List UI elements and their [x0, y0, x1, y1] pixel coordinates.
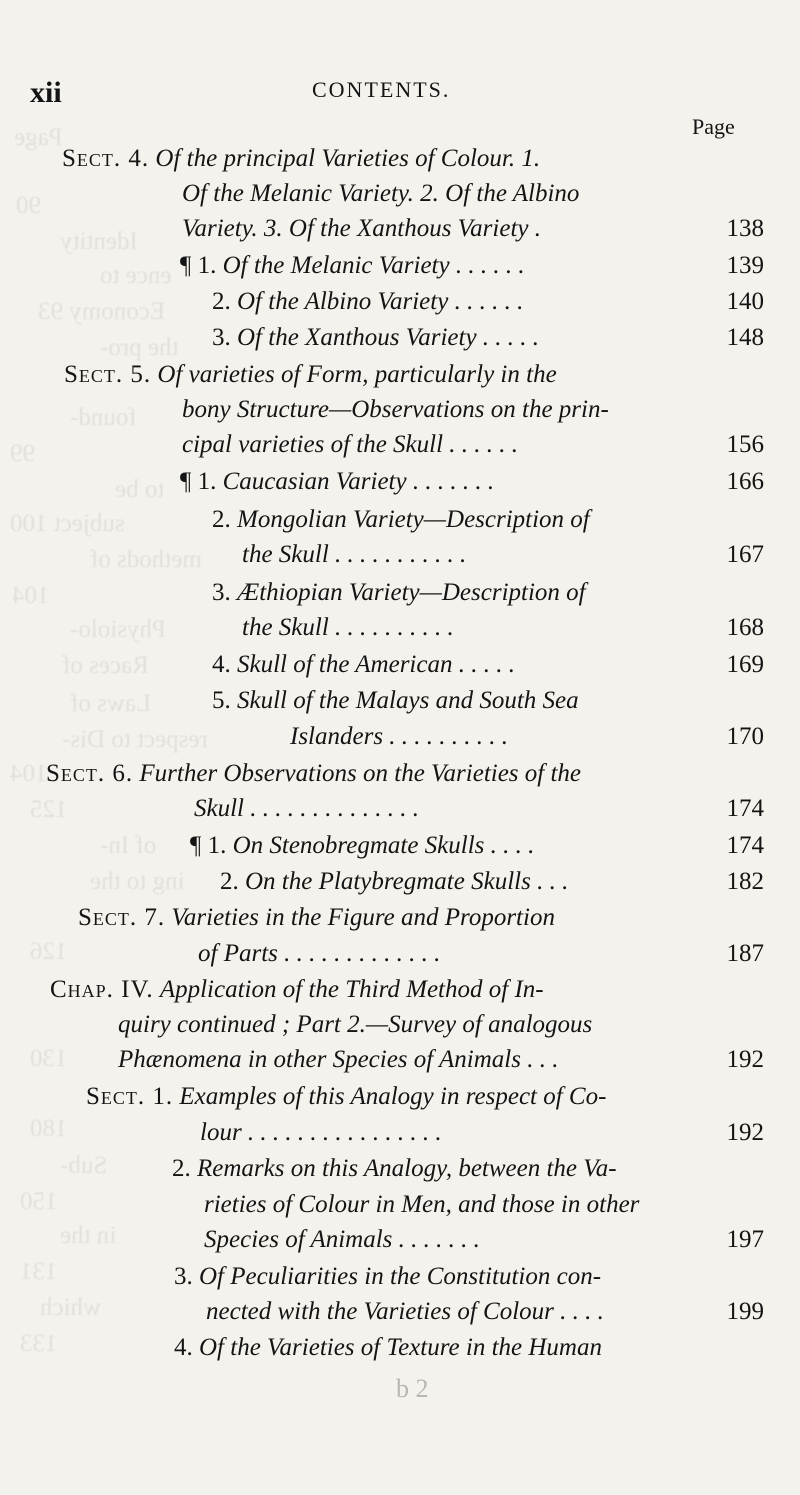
entry-text: Of Peculiarities in the Constitution con-	[199, 1263, 602, 1290]
page-ref: 192	[726, 1046, 764, 1073]
item-label: ¶ 1.	[190, 832, 227, 859]
page-ref: 182	[726, 868, 764, 895]
entry-text: Further Observations on the Varieties of the	[139, 760, 582, 787]
bleed-text: which	[40, 1294, 102, 1321]
page-ref: 170	[726, 723, 764, 750]
toc-line: lour . . . . . . . . . . . . . . . .	[200, 1119, 442, 1146]
item-label: 2.	[212, 506, 231, 533]
toc-line	[180, 249, 525, 283]
item-label: 2.	[220, 868, 239, 895]
bleed-text: respect to Dis-	[62, 726, 208, 753]
chapter-label: Chap. IV.	[50, 976, 154, 1003]
item-label: 4.	[174, 1334, 193, 1361]
toc-line	[174, 1260, 601, 1294]
page-ref: 174	[726, 832, 764, 859]
entry-text: Caucasian Variety . . . . . . .	[222, 468, 495, 495]
bleed-text: the pro-	[100, 334, 179, 361]
toc-line	[212, 684, 579, 718]
item-label: 3.	[212, 324, 231, 351]
bleed-text: to be	[115, 476, 165, 503]
toc-line	[212, 503, 590, 537]
page-number: xii	[30, 76, 62, 109]
item-label: 3.	[174, 1263, 193, 1290]
toc-line	[172, 1152, 617, 1186]
page-ref: 168	[726, 614, 764, 641]
toc-line: Species of Animals . . . . . . .	[204, 1226, 480, 1253]
page-ref: 140	[726, 288, 764, 315]
section-label: Sect. 1.	[86, 1083, 174, 1110]
page-ref: 148	[726, 324, 764, 351]
item-label: 2.	[212, 288, 231, 315]
toc-line	[212, 648, 515, 682]
toc-line: Islanders . . . . . . . . . .	[290, 723, 509, 750]
entry-text: Of the Xanthous Variety . . . . .	[237, 324, 540, 351]
toc-line	[46, 757, 581, 791]
bleed-text: 126	[30, 938, 68, 965]
toc-line	[212, 576, 586, 610]
toc-line: the Skull . . . . . . . . . .	[242, 614, 454, 641]
toc-line: the Skull . . . . . . . . . . .	[242, 541, 467, 568]
bleed-text: 150	[20, 1188, 58, 1215]
toc-line: of Parts . . . . . . . . . . . . .	[198, 940, 441, 967]
toc-line: Phænomena in other Species of Animals . . .	[118, 1046, 559, 1073]
entry-text: Of the principal Varieties of Colour. 1.	[155, 145, 541, 172]
bleed-text: ing to the	[90, 868, 185, 895]
bleed-text: 125	[30, 796, 68, 823]
toc-line	[212, 321, 539, 355]
signature-mark: b 2	[396, 1374, 429, 1403]
page-column-label: Page	[692, 114, 735, 139]
page-ref: 197	[726, 1226, 764, 1253]
bleed-text: 99	[10, 440, 35, 467]
toc-line	[180, 465, 494, 499]
bleed-text: 133	[20, 1330, 58, 1357]
section-label: Sect. 7.	[78, 904, 166, 931]
entry-text: Æthiopian Variety—Description of	[237, 579, 586, 606]
toc-line	[190, 829, 534, 863]
entry-text: On Stenobregmate Skulls . . . .	[232, 832, 535, 859]
entry-text: Mongolian Variety—Description of	[237, 506, 590, 533]
bleed-text: 131	[20, 1258, 58, 1285]
bleed-text: of In-	[100, 832, 157, 859]
section-label: Sect. 5.	[64, 361, 152, 388]
page-ref: 166	[726, 468, 764, 495]
bleed-text: Page	[14, 124, 63, 151]
bleed-text: 90	[16, 192, 41, 219]
page-ref: 192	[726, 1119, 764, 1146]
item-label: 5.	[212, 687, 231, 714]
page-ref: 169	[726, 651, 764, 678]
bleed-text: subject 100	[10, 510, 125, 537]
bleed-text: methods of	[90, 546, 202, 573]
page-ref: 199	[726, 1298, 764, 1325]
entry-text: Of the Melanic Variety . . . . . .	[222, 252, 525, 279]
page-ref: 187	[726, 940, 764, 967]
toc-line: Variety. 3. Of the Xanthous Variety .	[182, 215, 541, 242]
item-label: 3.	[212, 579, 231, 606]
bleed-text: Economy 93	[38, 298, 166, 325]
toc-line	[86, 1080, 606, 1114]
entry-text: Of varieties of Form, particularly in the	[157, 361, 557, 388]
entry-text: Skull of the American . . . . .	[237, 651, 515, 678]
bleed-text: found-	[70, 404, 137, 431]
toc-line: quiry continued ; Part 2.—Survey of analogous	[118, 1011, 593, 1038]
bleed-text: Identity	[60, 228, 138, 255]
bleed-text: Physiolo-	[70, 616, 166, 643]
toc-line: nected with the Varieties of Colour . . . .	[206, 1298, 604, 1325]
page-ref: 156	[726, 431, 764, 458]
bleed-text: Sub-	[60, 1152, 108, 1179]
entry-text: Skull of the Malays and South Sea	[237, 687, 579, 714]
bleed-text: 130	[30, 1045, 68, 1072]
section-label: Sect. 4.	[62, 145, 150, 172]
item-label: 2.	[172, 1155, 191, 1182]
bleed-text: ence to	[100, 262, 172, 289]
bleed-text: 180	[30, 1115, 68, 1142]
page-ref: 139	[726, 252, 764, 279]
page-ref: 174	[726, 795, 764, 822]
entry-text: Remarks on this Analogy, between the Va-	[197, 1155, 617, 1182]
toc-line: Of the Melanic Variety. 2. Of the Albino	[182, 180, 580, 207]
bleed-text: in the	[60, 1222, 117, 1249]
page-ref: 138	[726, 215, 764, 242]
toc-line: Skull . . . . . . . . . . . . . .	[194, 795, 419, 822]
bleed-text: 104	[12, 582, 50, 609]
entry-text: Of the Albino Variety . . . . . .	[237, 288, 524, 315]
toc-line: bony Structure—Observations on the prin-	[182, 396, 609, 423]
entry-text: Of the Varieties of Texture in the Human	[199, 1334, 602, 1361]
bleed-text: 104	[10, 760, 48, 787]
toc-line: rieties of Colour in Men, and those in other	[204, 1191, 640, 1218]
item-label: 4.	[212, 651, 231, 678]
page-ref: 167	[726, 541, 764, 568]
toc-line	[62, 142, 540, 176]
entry-text: Examples of this Analogy in respect of Co-	[179, 1083, 607, 1110]
entry-text: Application of the Third Method of In-	[159, 976, 544, 1003]
toc-line	[174, 1331, 602, 1365]
toc-line	[50, 973, 544, 1007]
running-head: CONTENTS.	[312, 77, 451, 102]
entry-text: Varieties in the Figure and Proportion	[171, 904, 555, 931]
item-label: ¶ 1.	[180, 252, 217, 279]
toc-line: cipal varieties of the Skull . . . . . .	[182, 431, 519, 458]
toc-line	[220, 865, 568, 899]
bleed-text: Races of	[62, 652, 149, 679]
section-label: Sect. 6.	[46, 760, 134, 787]
entry-text: On the Platybregmate Skulls . . .	[245, 868, 569, 895]
toc-line	[212, 285, 523, 319]
toc-line	[64, 358, 557, 392]
toc-line	[78, 901, 555, 935]
item-label: ¶ 1.	[180, 468, 217, 495]
bleed-text: Laws of	[70, 690, 152, 717]
